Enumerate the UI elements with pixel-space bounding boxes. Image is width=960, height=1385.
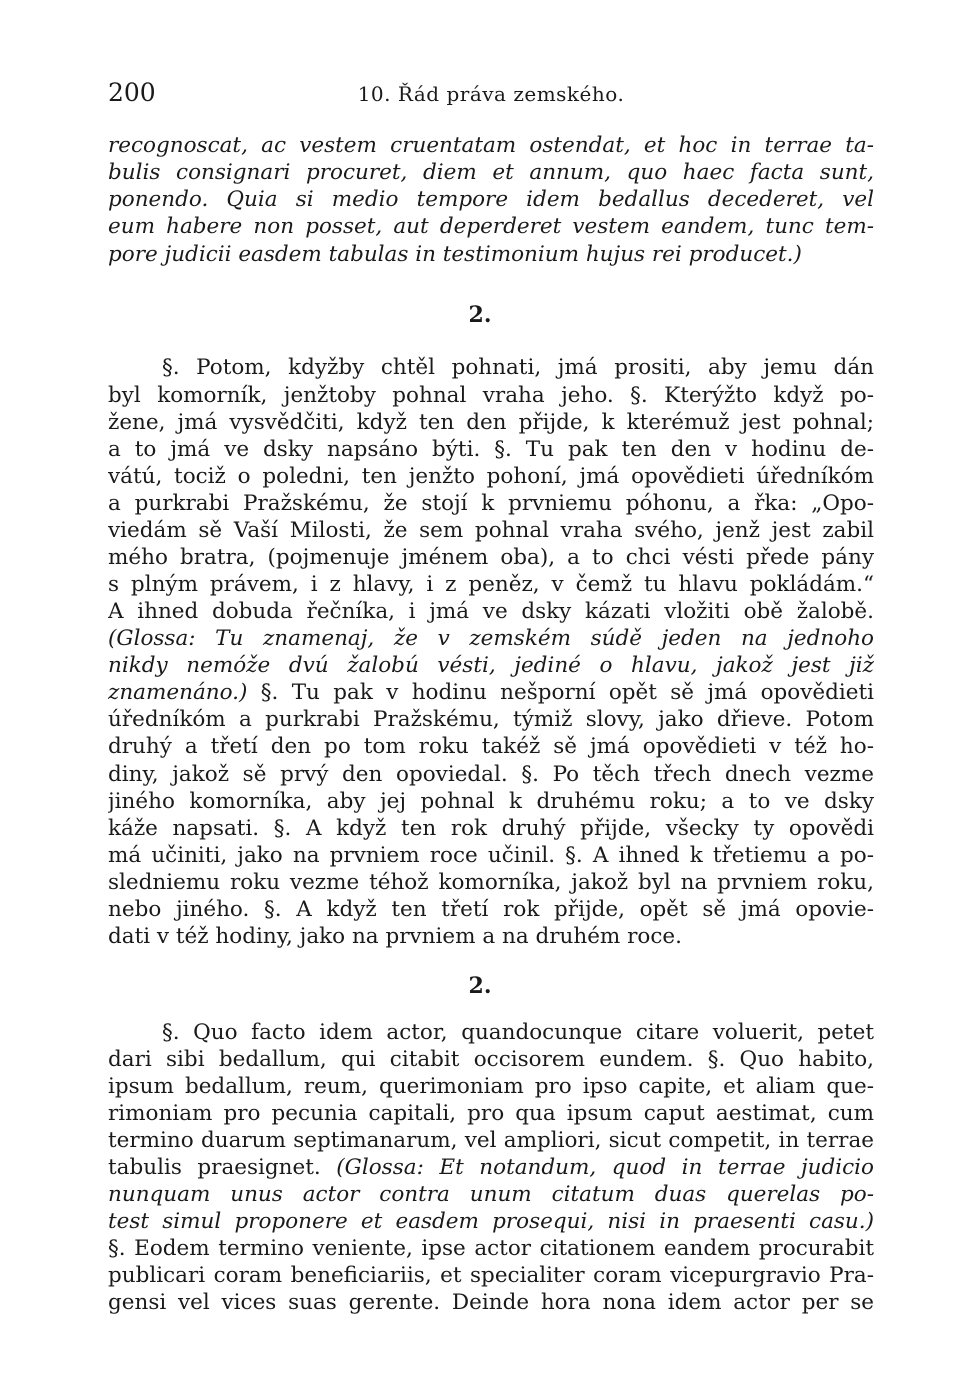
text-line: dari sibi bedallum, qui citabit occisorem eundem. §. Quo habito, [108,1047,874,1072]
text-line: gensi vel vices suas gerente. Deinde hora nona idem actor per se [108,1290,874,1315]
gloss-text: (Glossa: Et notandum, quod in terrae judicio [336,1155,874,1180]
text-line: má učiniti, jako na prvniem roce učinil. §. A ihned k třetiemu a po- [108,843,874,868]
page-header [108,78,874,112]
gloss-line: nikdy nemóže dvú žalobú vésti, jediné o hlavu, jakož jest již [108,653,874,678]
gloss-line: test simul proponere et easdem prosequi, nisi in praesenti casu.) [108,1209,874,1234]
text-line: publicari coram beneficiariis, et specialiter coram vicepurgravio Pra- [108,1263,874,1288]
text-line: ponendo. Quia si medio tempore idem bedallus decederet, vel [108,187,874,212]
gloss-text: znamenáno.) [108,680,248,705]
text-line: jiného komorníka, aby jej pohnal k druhému roku; a to ve dsky [108,789,874,814]
text-line: eum habere non posset, aut deperderet vestem eandem, tunc tem- [108,214,874,239]
text-line: znamenáno.) §. Tu pak v hodinu nešporní opět sě jmá opovědieti [108,680,874,705]
text-line: nebo jiného. §. A když ten třetí rok přijde, opět sě jmá opovie- [108,897,874,922]
text-line: A ihned dobuda řečníka, i jmá ve dsky kázati vložiti obě žalobě. [108,599,874,624]
text-line: §. Potom, kdyžby chtěl pohnati, jmá prositi, aby jemu dán [162,355,874,380]
text-line: vátú, tociž o poledni, ten jenžto pohoní, jmá opovědieti úředníkóm [108,464,874,489]
gloss-line: (Glossa: Tu znamenaj, že v zemském súdě jeden na jednoho [108,626,874,651]
text-line: káže napsati. §. A když ten rok druhý přijde, všecky ty opovědi [108,816,874,841]
text-line: §. Eodem termino veniente, ipse actor citationem eandem procurabit [108,1236,874,1261]
text-line: úředníkóm a purkrabi Pražskému, týmiž slovy, jako dřieve. Potom [108,707,874,732]
section-numeral: 2. [468,302,492,328]
text-line: byl komorník, jenžtoby pohnal vraha jeho. §. Kterýžto když po- [108,383,874,408]
text-line: ipsum bedallum, reum, querimoniam pro ipso capite, et aliam que- [108,1074,874,1099]
page-number: 200 [108,78,156,107]
text-line: s plným právem, i z hlavy, i z peněz, v čemž tu hlavu pokládám.“ [108,572,874,597]
text-line: recognoscat, ac vestem cruentatam ostendat, et hoc in terrae ta- [108,133,874,158]
text-line: bulis consignari procuret, diem et annum, quo haec facta sunt, [108,160,874,185]
gloss-line: nunquam unus actor contra unum citatum duas querelas po- [108,1182,874,1207]
text-line: pore judicii easdem tabulas in testimonium hujus rei producet.) [108,242,802,267]
text-line: §. Quo facto idem actor, quandocunque citare voluerit, petet [162,1020,874,1045]
text-line: a to jmá ve dsky napsáno býti. §. Tu pak ten den v hodinu de- [108,437,874,462]
text-line: a purkrabi Pražskému, že stojí k prvniemu póhonu, a řka: „Opo- [108,491,874,516]
text-line: mého bratra, (pojmenuje jménem oba), a to chci vésti přede pány [108,545,874,570]
section-numeral: 2. [468,973,492,999]
text-line: tabulis praesignet. (Glossa: Et notandum, quod in terrae judicio [108,1155,874,1180]
text-line: rimoniam pro pecunia capitali, pro qua ipsum caput aestimat, cum [108,1101,874,1126]
text-line: diny, jakož sě prvý den opoviedal. §. Po těch třech dnech vezme [108,762,874,787]
text-line: termino duarum septimanarum, vel ampliori, sicut competit, in terrae [108,1128,874,1153]
text-line: žene, jmá vysvědčiti, když ten den přijde, k kterémuž jest pohnal; [108,410,874,435]
text-line: druhý a třetí den po tom roku takéž sě jmá opovědieti v též ho- [108,734,874,759]
text-line: dati v též hodiny, jako na prvniem a na druhém roce. [108,924,682,949]
text-line: viedám sě Vaší Milosti, že sem pohnal vraha svého, jenž jest zabil [108,518,874,543]
running-title: 10. Řád práva zemského. [357,82,625,106]
text-line: sledniemu roku vezme téhož komorníka, jakož byl na prvniem roku, [108,870,874,895]
